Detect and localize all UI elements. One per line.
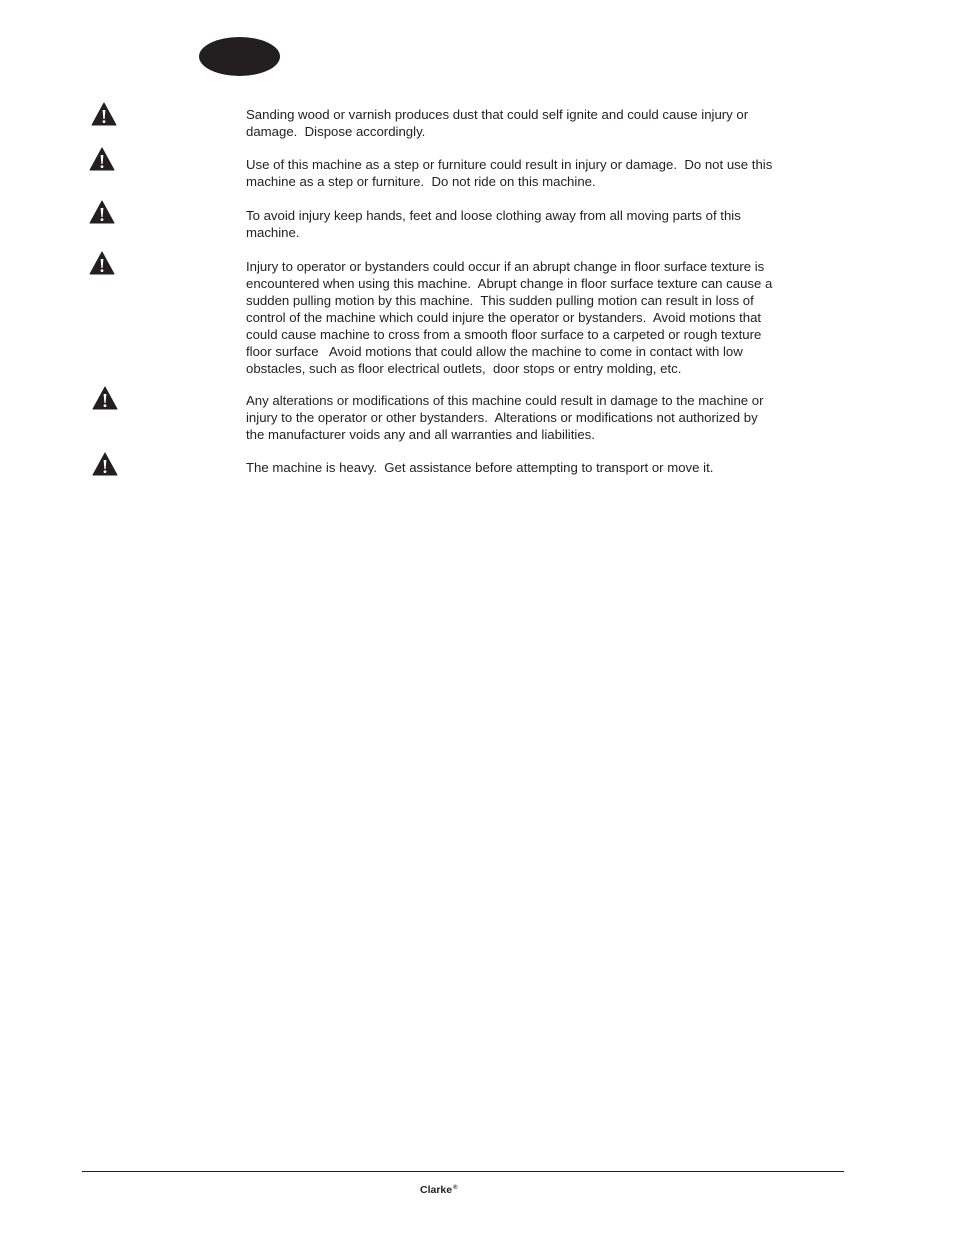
warning-triangle-icon <box>89 200 115 224</box>
warning-text: Injury to operator or bystanders could occur if an abrupt change in floor surface texture is encountered when using this machine. Abrupt change in floor surface texture can cause a sudden pulling motion by this machine. This sudden pulling motion can result in loss of control of the machine which could injure the operator or bystanders. Avoid motions that could cause machine to cross from a smooth floor surface to a carpeted or rough texture floor surface Avoid motions that could allow the machine to come in contact with low obstacles, such as floor electrical outlets, door stops or entry molding, etc. <box>246 259 773 376</box>
warning-text: Use of this machine as a step or furniture could result in injury or damage. Do not use this machine as a step or furniture. Do not ride on this machine. <box>246 157 773 189</box>
warning-text: To avoid injury keep hands, feet and loose clothing away from all moving parts of this machine. <box>246 208 741 240</box>
warning-triangle-icon <box>89 251 115 275</box>
warning-triangle-icon <box>92 386 118 410</box>
section-tab-marker <box>199 37 280 76</box>
warning-triangle-icon <box>92 452 118 476</box>
warning-text: Any alterations or modifications of this machine could result in damage to the machine or injury to the operator or other bystanders. Alterations or modifications not authorized by the manufacturer voids any and all warranties and liabilities. <box>246 393 764 442</box>
brand-name: Clarke <box>420 1184 453 1196</box>
footer-divider <box>82 1171 844 1172</box>
registered-mark: ® <box>453 1185 458 1191</box>
warning-triangle-icon <box>89 147 115 171</box>
warning-triangle-icon <box>91 102 117 126</box>
warning-text: Sanding wood or varnish produces dust that could self ignite and could cause injury or damage. Dispose accordingly. <box>246 107 749 139</box>
warning-text: The machine is heavy. Get assistance before attempting to transport or move it. <box>246 460 714 475</box>
footer-brand <box>420 1181 458 1197</box>
